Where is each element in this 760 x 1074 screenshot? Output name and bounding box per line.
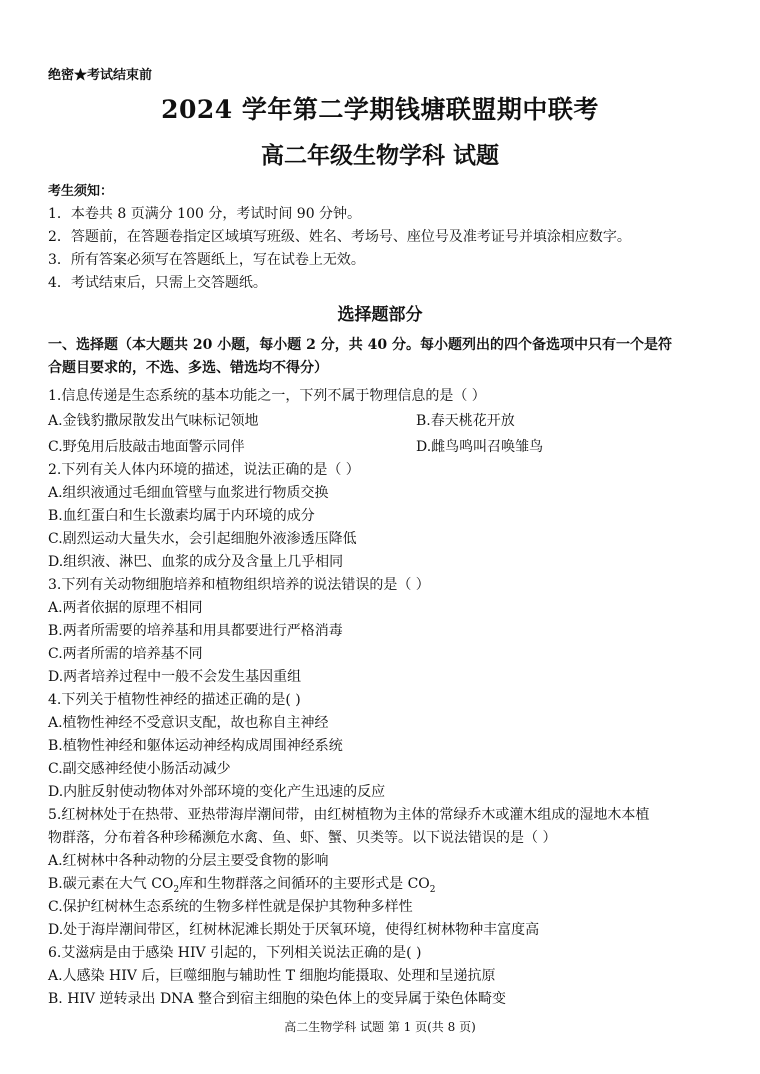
option-d: D.组织液、淋巴、血浆的成分及含量上几乎相同	[48, 554, 344, 570]
question-stem: 4.下列关于植物性神经的描述正确的是( )	[48, 692, 301, 708]
confidential-label: 绝密★考试结束前	[48, 68, 153, 83]
option-b: B. HIV 逆转录出 DNA 整合到宿主细胞的染色体上的变异属于染色体畸变	[48, 991, 506, 1007]
notice-item: 2．答题前，在答题卷指定区域填写班级、姓名、考场号、座位号及准考证号并填涂相应数字。	[48, 229, 631, 245]
option-c: C.副交感神经使小肠活动减少	[48, 761, 231, 777]
notice-item: 1．本卷共 8 页满分 100 分，考试时间 90 分钟。	[48, 206, 362, 222]
option-d: D.内脏反射使动物体对外部环境的变化产生迅速的反应	[48, 784, 386, 800]
option-b: B.血红蛋白和生长激素均属于内环境的成分	[48, 508, 315, 524]
notice-heading: 考生须知：	[48, 184, 114, 199]
part-instructions-cont: 合题目要求的，不选、多选、错选均不得分）	[48, 360, 328, 376]
option-a: A.植物性神经不受意识支配，故也称自主神经	[48, 715, 329, 731]
question-stem-cont: 物群落，分布着各种珍稀濒危水禽、鱼、虾、蟹、贝类等。以下说法错误的是（ ）	[48, 830, 557, 846]
question-stem: 5.红树林处于在热带、亚热带海岸潮间带，由红树植物为主体的常绿乔木或灌木组成的湿地木本植	[48, 807, 650, 823]
option-d: D.雌鸟鸣叫召唤雏鸟	[416, 439, 544, 455]
option-c: C.两者所需的培养基不同	[48, 646, 203, 662]
question-stem: 2.下列有关人体内环境的描述，说法正确的是（ ）	[48, 462, 360, 478]
notice-item: 4．考试结束后，只需上交答题纸。	[48, 275, 267, 291]
part-instructions: 一、选择题（本大题共 20 小题，每小题 2 分，共 40 分。每小题列出的四个备选项中只有一个是符	[48, 337, 672, 353]
subscript: 2	[429, 884, 436, 895]
question-stem: 3.下列有关动物细胞培养和植物组织培养的说法错误的是（ ）	[48, 577, 430, 593]
option-a: A.组织液通过毛细血管壁与血浆进行物质交换	[48, 485, 329, 501]
option-c: C.剧烈运动大量失水，会引起细胞外液渗透压降低	[48, 531, 357, 547]
option-a: A.红树林中各种动物的分层主要受食物的影响	[48, 853, 329, 869]
option-b: B.春天桃花开放	[416, 413, 515, 429]
option-b: B.植物性神经和躯体运动神经构成周围神经系统	[48, 738, 343, 754]
option-b-text: 库和生物群落之间循环的主要形式是 CO	[179, 876, 430, 892]
option-a: A.人感染 HIV 后，巨噬细胞与辅助性 T 细胞均能摄取、处理和呈递抗原	[48, 968, 496, 984]
notice-item: 3．所有答案必须写在答题纸上，写在试卷上无效。	[48, 252, 365, 268]
option-c: C.野兔用后肢敲击地面警示同伴	[48, 439, 245, 455]
section-title: 选择题部分	[337, 305, 423, 325]
question-stem: 6.艾滋病是由于感染 HIV 引起的，下列相关说法正确的是( )	[48, 945, 422, 961]
option-b-text: B.碳元素在大气 CO	[48, 876, 174, 892]
exam-title: 2024 学年第二学期钱塘联盟期中联考	[161, 95, 599, 124]
option-a: A.两者依据的原理不相同	[48, 600, 203, 616]
option-b: B.两者所需要的培养基和用具都要进行严格消毒	[48, 623, 343, 639]
exam-subtitle: 高二年级生物学科 试题	[260, 142, 499, 169]
option-d: D.处于海岸潮间带区，红树林泥滩长期处于厌氧环境，使得红树林物种丰富度高	[48, 922, 540, 938]
subscript: 2	[173, 884, 180, 895]
option-a: A.金钱豹撒尿散发出气味标记领地	[48, 413, 259, 429]
option-c: C.保护红树林生态系统的生物多样性就是保护其物种多样性	[48, 899, 413, 915]
page-footer: 高二生物学科 试题 第 1 页(共 8 页)	[284, 1020, 476, 1034]
option-d: D.两者培养过程中一般不会发生基因重组	[48, 669, 302, 685]
question-stem: 1.信息传递是生态系统的基本功能之一，下列不属于物理信息的是（ ）	[48, 388, 486, 404]
option-b	[48, 873, 436, 895]
